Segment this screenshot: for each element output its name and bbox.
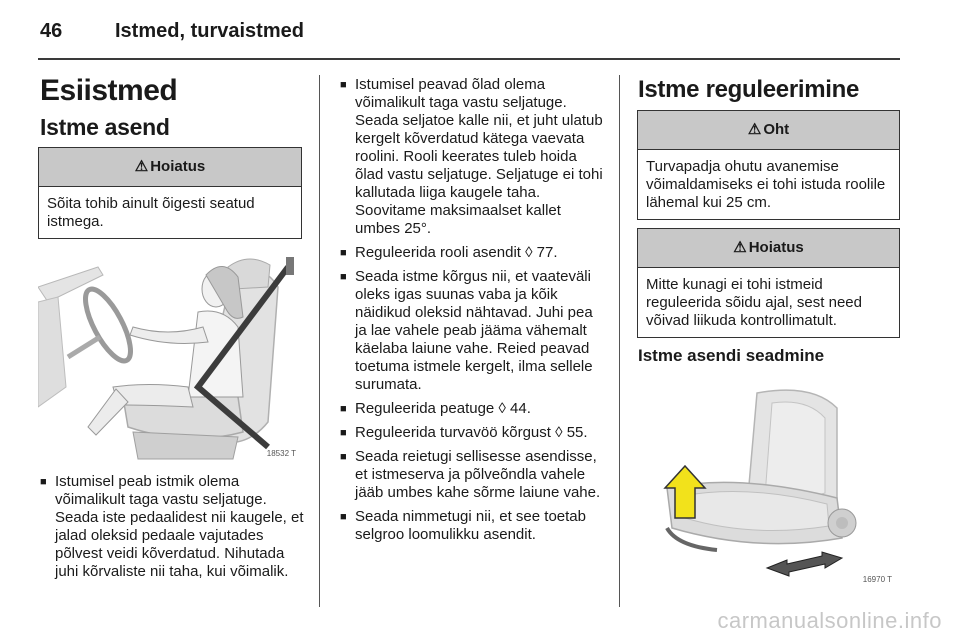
danger-box [637, 110, 900, 220]
danger-box-title: Oht [763, 121, 790, 138]
list-item: ■ Seada nimmetugi nii, et see toetab selgroo loomulikku asendit. [340, 508, 608, 544]
danger-box-text: Turvapadja ohutu avanemise võimaldamiseks ei tohi istuda roolile lähemal kui 25 cm. [646, 158, 886, 211]
seating-position-illustration [38, 247, 302, 462]
list-item: ■ Seada istme kõrgus nii, et vaateväli oleks igas suunas vaba ja kõik näidikud oleksid nähtavad. Juhi pea ja lae vahele peab jääma vähemalt käelaba laiune vahe. Reied peavad toetuma istmele kergelt, ilma sellele surumata. [340, 268, 608, 394]
warning-triangle-icon: ⚠ [747, 121, 762, 138]
bullet-list-col2 [340, 76, 608, 550]
header-divider [38, 58, 900, 60]
watermark: carmanualsonline.info [717, 608, 942, 633]
warning-triangle-icon: ⚠ [134, 158, 149, 175]
warning-box-2-text: Mitte kunagi ei tohi istmeid reguleerida sõidu ajal, sest need võivad liikuda kontrollimatult. [646, 276, 862, 329]
list-item: ■ Reguleerida turvavöö kõrgust ◊ 55. [340, 424, 608, 442]
subsection-title-seat-position: Istme asend [40, 114, 170, 140]
page-number: 46 [40, 20, 63, 42]
driver-seat-figure [38, 247, 302, 462]
list-item: ■ Istumisel peavad õlad olema võimalikult taga vastu seljatuge. Seada seljatoe kalle nii, et juht ulatub kergelt kõverdatud kätega vaevata roolini. Rooli keerates tuleb hoida õlad vastu seljatuge. Seljatuge ei tohi kallutada liiga kaugele taha. Soovitame maksimaalset kallet umbes 25°. [340, 76, 608, 238]
section-title-seat-adjustment: Istme reguleerimine [638, 76, 860, 103]
column-divider-2 [619, 75, 620, 607]
warning-box [38, 147, 302, 239]
list-item: ■ Reguleerida peatuge ◊ 44. [340, 400, 608, 418]
page-header-title: Istmed, turvaistmed [115, 20, 304, 42]
warning-triangle-icon: ⚠ [733, 239, 747, 256]
warning-box-2-header [638, 229, 899, 268]
list-item: ■ Reguleerida rooli asendit ◊ 77. [340, 244, 608, 262]
seat-adjustment-illustration [637, 378, 900, 588]
warning-box-2 [637, 228, 900, 338]
warning-box-text: Sõita tohib ainult õigesti seatud istmega. [47, 195, 255, 230]
bullet-list-col1 [40, 473, 306, 587]
figure-code-2: 16970 T [862, 575, 892, 584]
list-item: ■ Seada reietugi sellisesse asendisse, et istmeserva ja põlveõndla vahele jääb umbes kahe sõrme laiune vahe. [340, 448, 608, 502]
warning-box-2-title: Hoiatus [748, 239, 804, 256]
list-item: ■ Istumisel peab istmik olema võimalikult taga vastu seljatuge. Seada iste pedaalidest nii kaugele, et jalad oleksid pedaale vajutades põlvest veidi kõverdatud. Nihutada juhi kõrvaliste nii taha, kui võimalik. [40, 473, 306, 581]
warning-box-header [39, 148, 301, 187]
column-divider-1 [319, 75, 320, 607]
section-title-front-seats: Esiistmed [40, 74, 178, 107]
danger-box-header [638, 111, 899, 150]
subsection-title-seat-setting: Istme asendi seadmine [638, 346, 825, 365]
warning-box-title: Hoiatus [150, 158, 206, 175]
seat-lever-figure [637, 378, 900, 588]
figure-code-1: 18532 T [266, 449, 296, 458]
